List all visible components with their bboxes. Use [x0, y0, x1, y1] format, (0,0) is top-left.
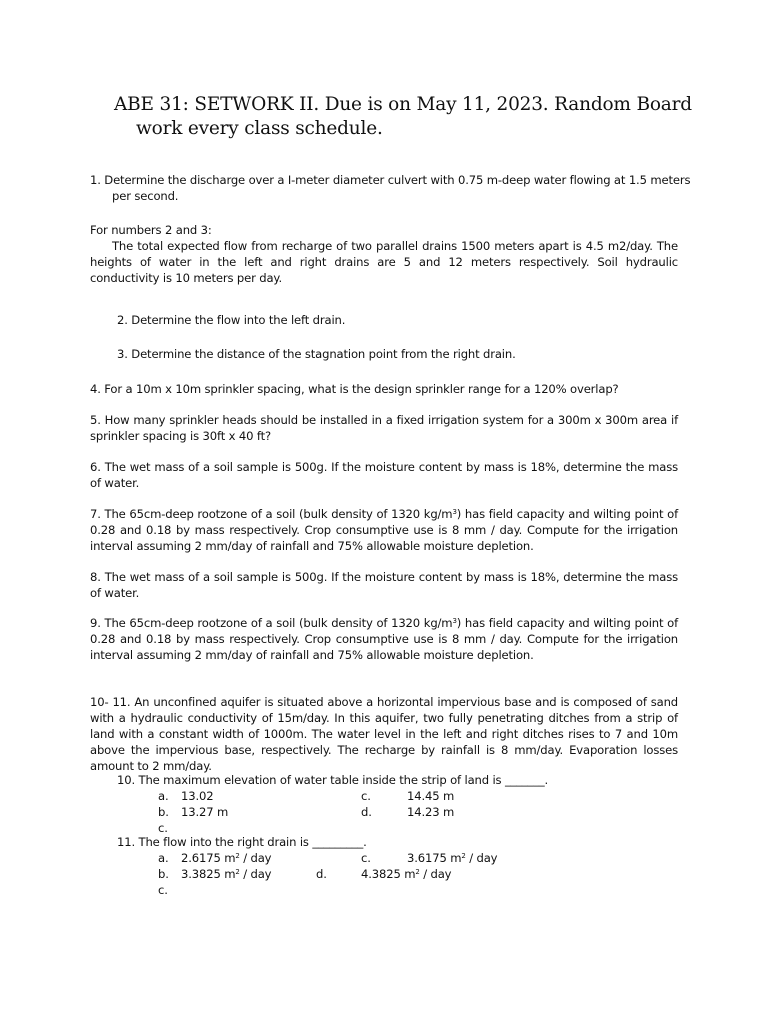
- question-7-text-a: 7. The 65cm-deep rootzone of a soil (bulk density of 1320 kg/m: [90, 507, 453, 521]
- question-11-option-b-text: 3.3825 m: [181, 867, 236, 881]
- question-7-superscript: 3: [452, 508, 457, 516]
- question-10-stem: 10. The maximum elevation of water table inside the strip of land is _______.: [117, 773, 549, 787]
- question-4: 4. For a 10m x 10m sprinkler spacing, what is the design sprinkler range for a 120% overlap?: [90, 382, 619, 396]
- question-11-stem: 11. The flow into the right drain is _________.: [117, 835, 367, 849]
- page-title: ABE 31: SETWORK II. Due is on May 11, 2023. Random Board work every class schedule.: [114, 94, 692, 139]
- question-7-text-b: ) has field capacity and wilting point of 0.28 and 0.18 by mass respectively. Crop consumptive use is 8 mm / day. Compute for the irrigation interval assuming 2 mm/day of rainfall and 75% allowable moisture depletion.: [90, 507, 679, 553]
- question-11-option-b-unit: / day: [239, 867, 272, 881]
- question-10-option-b-label: b.: [158, 805, 169, 819]
- question-10-option-a: 13.02: [181, 789, 214, 803]
- question-11-option-c-superscript: 2: [461, 852, 466, 860]
- question-11-option-b: [181, 866, 271, 882]
- question-8: 8. The wet mass of a soil sample is 500g. If the moisture content by mass is 18%, determine the mass of water.: [90, 570, 678, 600]
- question-9: [90, 615, 678, 663]
- question-11-option-c: [407, 850, 497, 866]
- question-11-option-a-superscript: 2: [235, 852, 240, 860]
- question-11-option-c-label: c.: [361, 851, 371, 865]
- question-10-option-extra-label: c.: [158, 821, 168, 835]
- question-11-option-d-label: d.: [316, 867, 327, 881]
- questions-10-11-body: 10- 11. An unconfined aquifer is situated above a horizontal impervious base and is composed of sand with a hydraulic conductivity of 15m/day. In this aquifer, two fully penetrating ditches from a strip of land with a constant width of 1000m. The water level in the left and right ditches rises to 7 and 10m above the impervious base, respectively. The recharge by rainfall is 8 mm/day. Evaporation losses amount to 2 mm/day.: [90, 695, 678, 773]
- question-6: 6. The wet mass of a soil sample is 500g. If the moisture content by mass is 18%, determine the mass of water.: [90, 460, 678, 490]
- question-11-option-a-label: a.: [158, 851, 169, 865]
- questions-2-3-body: The total expected flow from recharge of two parallel drains 1500 meters apart is 4.5 m2/day. The heights of water in the left and right drains are 5 and 12 meters respectively. Soil hydraulic conductivity is 10 meters per day.: [90, 239, 678, 285]
- question-11-option-a-unit: / day: [239, 851, 272, 865]
- question-11-option-b-label: b.: [158, 867, 169, 881]
- question-11-option-a-text: 2.6175 m: [181, 851, 236, 865]
- question-10-option-a-label: a.: [158, 789, 169, 803]
- question-10-option-c: 14.45 m: [407, 789, 455, 803]
- question-7: [90, 506, 678, 554]
- question-11-option-extra-label: c.: [158, 883, 168, 897]
- question-10-option-b: 13.27 m: [181, 805, 229, 819]
- question-5: 5. How many sprinkler heads should be installed in a fixed irrigation system for a 300m x 300m area if sprinkler spacing is 30ft x 40 ft?: [90, 413, 678, 443]
- question-9-text-b: ) has field capacity and wilting point of 0.28 and 0.18 by mass respectively. Crop consumptive use is 8 mm / day. Compute for the irrigation interval assuming 2 mm/day of rainfall and 75% allowable moisture depletion.: [90, 616, 679, 662]
- question-9-superscript: 3: [452, 617, 457, 625]
- question-11-option-c-unit: / day: [465, 851, 498, 865]
- question-11-option-d: [361, 866, 451, 882]
- question-2: 2. Determine the flow into the left drain.: [117, 313, 346, 327]
- question-11-option-b-superscript: 2: [235, 868, 240, 876]
- question-11-option-d-text: 4.3825 m: [361, 867, 416, 881]
- question-11-option-c-text: 3.6175 m: [407, 851, 462, 865]
- question-11-option-d-unit: / day: [419, 867, 452, 881]
- question-9-text-a: 9. The 65cm-deep rootzone of a soil (bulk density of 1320 kg/m: [90, 616, 453, 630]
- questions-2-3-heading: For numbers 2 and 3:: [90, 223, 212, 237]
- question-10-option-c-label: c.: [361, 789, 371, 803]
- question-11-option-a: [181, 850, 271, 866]
- question-10-option-d-label: d.: [361, 805, 372, 819]
- question-10-option-d: 14.23 m: [407, 805, 455, 819]
- question-1: 1. Determine the discharge over a I-meter diameter culvert with 0.75 m-deep water flowing at 1.5 meters per second.: [90, 173, 691, 203]
- question-3: 3. Determine the distance of the stagnation point from the right drain.: [117, 347, 516, 361]
- question-11-option-d-superscript: 2: [415, 868, 420, 876]
